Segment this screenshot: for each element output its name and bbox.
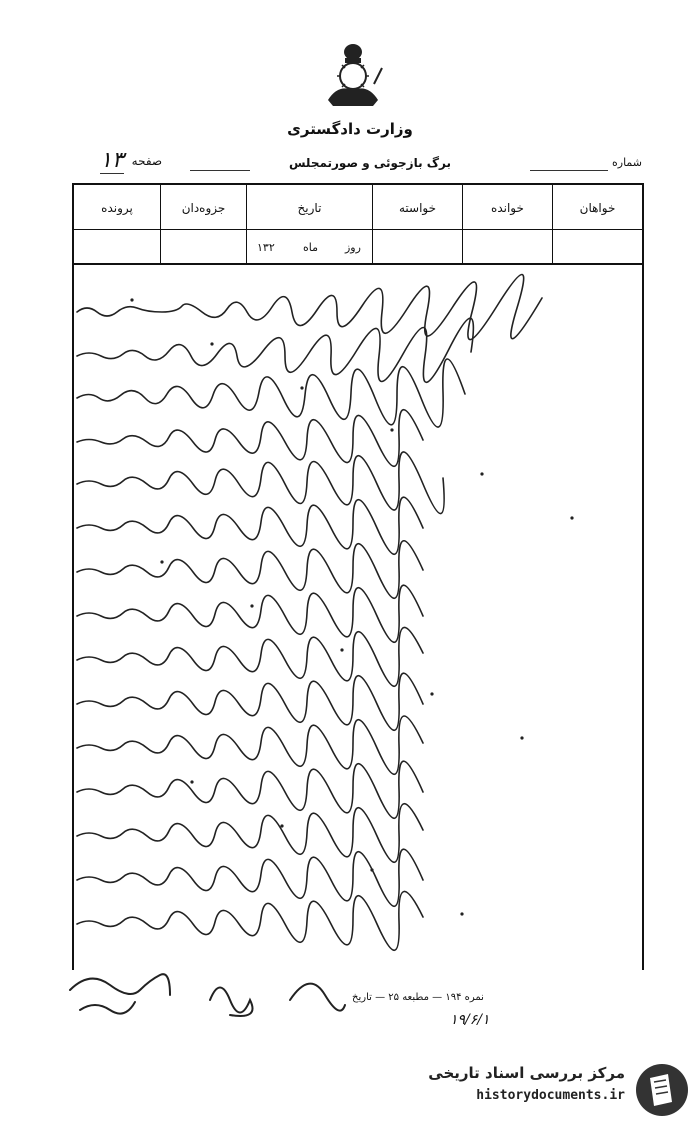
page-number: ۱۳ (100, 148, 124, 173)
page-label-text: صفحه (131, 154, 163, 168)
document-center-logo-icon (632, 1060, 692, 1120)
handwritten-body-text (72, 270, 642, 970)
case-info-table (72, 183, 644, 265)
number-label: شماره (612, 156, 643, 169)
watermark-url: historydocuments.ir (476, 1088, 625, 1103)
col-defendant-header: خوانده (491, 201, 524, 215)
col-plaintiff (552, 185, 642, 263)
col-plaintiff-header: خواهان (579, 201, 616, 215)
col-folder (160, 185, 246, 263)
date-year-label: ۱۳۲ (257, 241, 275, 254)
col-folder-header: جزوه‌دان (181, 201, 226, 215)
page-border-right (642, 265, 644, 970)
watermark-title: مرکز بررسی اسناد تاریخی (428, 1064, 625, 1082)
col-date-header: تاریخ (297, 201, 322, 215)
handwritten-date: ۱۹/۶/۱ (450, 1012, 490, 1028)
date-day-label: روز (345, 241, 361, 254)
lion-and-sun-emblem-icon (318, 40, 388, 112)
date-month-label: ماه (303, 241, 319, 254)
page-number-label (100, 148, 162, 174)
ministry-title: وزارت دادگستری (287, 120, 413, 138)
number-underline (530, 170, 608, 171)
col-defendant (462, 185, 552, 263)
printed-form-footer: نمره ۱۹۴ — مطبعه ۲۵ — تاریخ (352, 992, 484, 1003)
col-file-header: پرونده (101, 201, 133, 215)
col-file (74, 185, 160, 263)
col-claim-header: خواسته (398, 201, 437, 215)
title-underline (190, 170, 250, 171)
col-date (246, 185, 372, 263)
col-claim (372, 185, 462, 263)
form-title: برگ بازجوئی و صورتمجلس (288, 156, 452, 170)
